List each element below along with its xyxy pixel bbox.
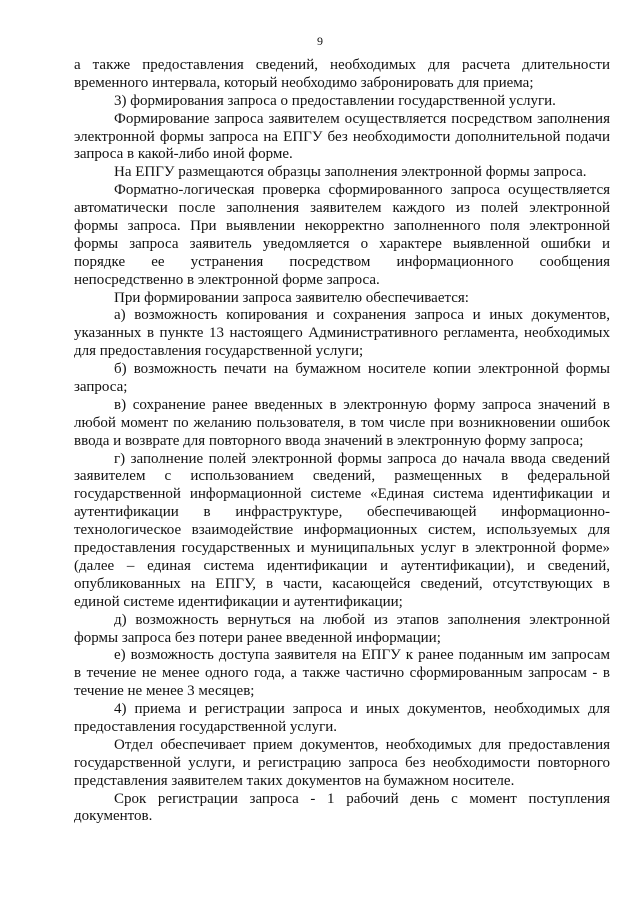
paragraph xyxy=(74,307,610,361)
text-line: формы запроса. При выявлении некорректно заполненного поля электронной xyxy=(74,218,610,235)
paragraph xyxy=(74,93,610,111)
text-line: единой системе идентификации и аутентификации; xyxy=(74,593,403,610)
text-line: течение не менее 3 месяцев; xyxy=(74,683,255,700)
text-line: в) сохранение ранее введенных в электронную форму запроса значений в xyxy=(114,396,610,413)
text-line: для предоставления государственной услуги; xyxy=(74,343,364,360)
paragraph xyxy=(74,737,610,791)
text-line: временного интервала, который необходимо забронировать для приема; xyxy=(74,74,534,91)
text-line: (далее – единая система идентификации и аутентификации), и сведений, xyxy=(74,557,610,574)
text-line: Форматно-логическая проверка сформированного запроса осуществляется xyxy=(114,182,610,199)
text-line: формы запроса без потери ранее введенной информации; xyxy=(74,629,441,646)
text-line: в течение не менее одного года, а также частично сформированным запросам - в xyxy=(74,665,610,682)
paragraph xyxy=(74,701,610,737)
text-line: порядке ее устранения посредством информационного сообщения xyxy=(74,253,610,270)
text-line: 3) формирования запроса о предоставлении государственной услуги. xyxy=(114,92,556,109)
text-line: На ЕПГУ размещаются образцы заполнения электронной формы запроса. xyxy=(114,164,587,181)
text-line: аутентификации в инфраструктуре, обеспечивающей информационно- xyxy=(74,504,610,521)
text-line: При формировании запроса заявителю обеспечивается: xyxy=(114,289,469,306)
paragraph xyxy=(74,612,610,648)
text-line: а также предоставления сведений, необходимых для расчета длительности xyxy=(74,57,610,73)
paragraph xyxy=(74,164,610,182)
text-line: государственной услуги, и регистрацию запроса без необходимости повторного xyxy=(74,754,610,771)
text-line: ввода и возврате для повторного ввода значений в электронную форму запроса; xyxy=(74,432,584,449)
text-line: технологическое взаимодействие информационных систем, используемых для xyxy=(74,522,610,539)
text-line: заявителем с использованием сведений, размещенных в федеральной xyxy=(74,468,610,485)
paragraph xyxy=(74,182,610,289)
text-line: предоставления государственных и муниципальных услуг в электронной форме» xyxy=(74,540,610,557)
text-line: указанных в пункте 13 настоящего Административного регламента, необходимых xyxy=(74,325,610,342)
text-line: Отдел обеспечивает прием документов, необходимых для предоставления xyxy=(114,736,610,753)
text-line: опубликованных на ЕПГУ, в части, касающейся сведений, отсутствующих в xyxy=(74,575,610,592)
text-line: запроса; xyxy=(74,379,128,396)
paragraph xyxy=(74,451,610,612)
document-body xyxy=(74,57,610,826)
text-line: предоставления государственной услуги. xyxy=(74,718,338,735)
text-line: государственной информационной системе «Единая система идентификации и xyxy=(74,486,610,503)
text-line: а) возможность копирования и сохранения запроса и иных документов, xyxy=(114,307,610,324)
text-line: д) возможность вернуться на любой из этапов заполнения электронной xyxy=(114,611,610,628)
text-line: документов. xyxy=(74,808,153,825)
text-line: электронной формы запроса на ЕПГУ без необходимости дополнительной подачи xyxy=(74,128,610,145)
paragraph xyxy=(74,647,610,701)
paragraph xyxy=(74,397,610,451)
paragraph xyxy=(74,111,610,165)
paragraph xyxy=(74,57,610,93)
paragraph xyxy=(74,290,610,308)
text-line: Формирование запроса заявителем осуществляется посредством заполнения xyxy=(114,110,610,127)
text-line: 4) приема и регистрации запроса и иных документов, необходимых для xyxy=(114,701,610,718)
text-line: автоматически после заполнения заявителем каждого из полей электронной xyxy=(74,200,610,217)
text-line: е) возможность доступа заявителя на ЕПГУ к ранее поданным им запросам xyxy=(114,647,610,664)
text-line: любой момент по желанию пользователя, в том числе при возникновении ошибок xyxy=(74,414,610,431)
paragraph xyxy=(74,361,610,397)
text-line: непосредственно в электронной форме запроса. xyxy=(74,271,380,288)
paragraph xyxy=(74,791,610,827)
text-line: запроса в какой-либо иной форме. xyxy=(74,146,293,163)
text-line: представления заявителем таких документов на бумажном носителе. xyxy=(74,772,515,789)
text-line: формы запроса заявитель уведомляется о характере выявленной ошибки и xyxy=(74,235,610,252)
text-line: г) заполнение полей электронной формы запроса до начала ввода сведений xyxy=(114,450,610,467)
text-line: б) возможность печати на бумажном носителе копии электронной формы xyxy=(114,361,610,378)
text-line: Срок регистрации запроса - 1 рабочий день с момент поступления xyxy=(114,790,610,807)
page-number: 9 xyxy=(317,34,323,48)
